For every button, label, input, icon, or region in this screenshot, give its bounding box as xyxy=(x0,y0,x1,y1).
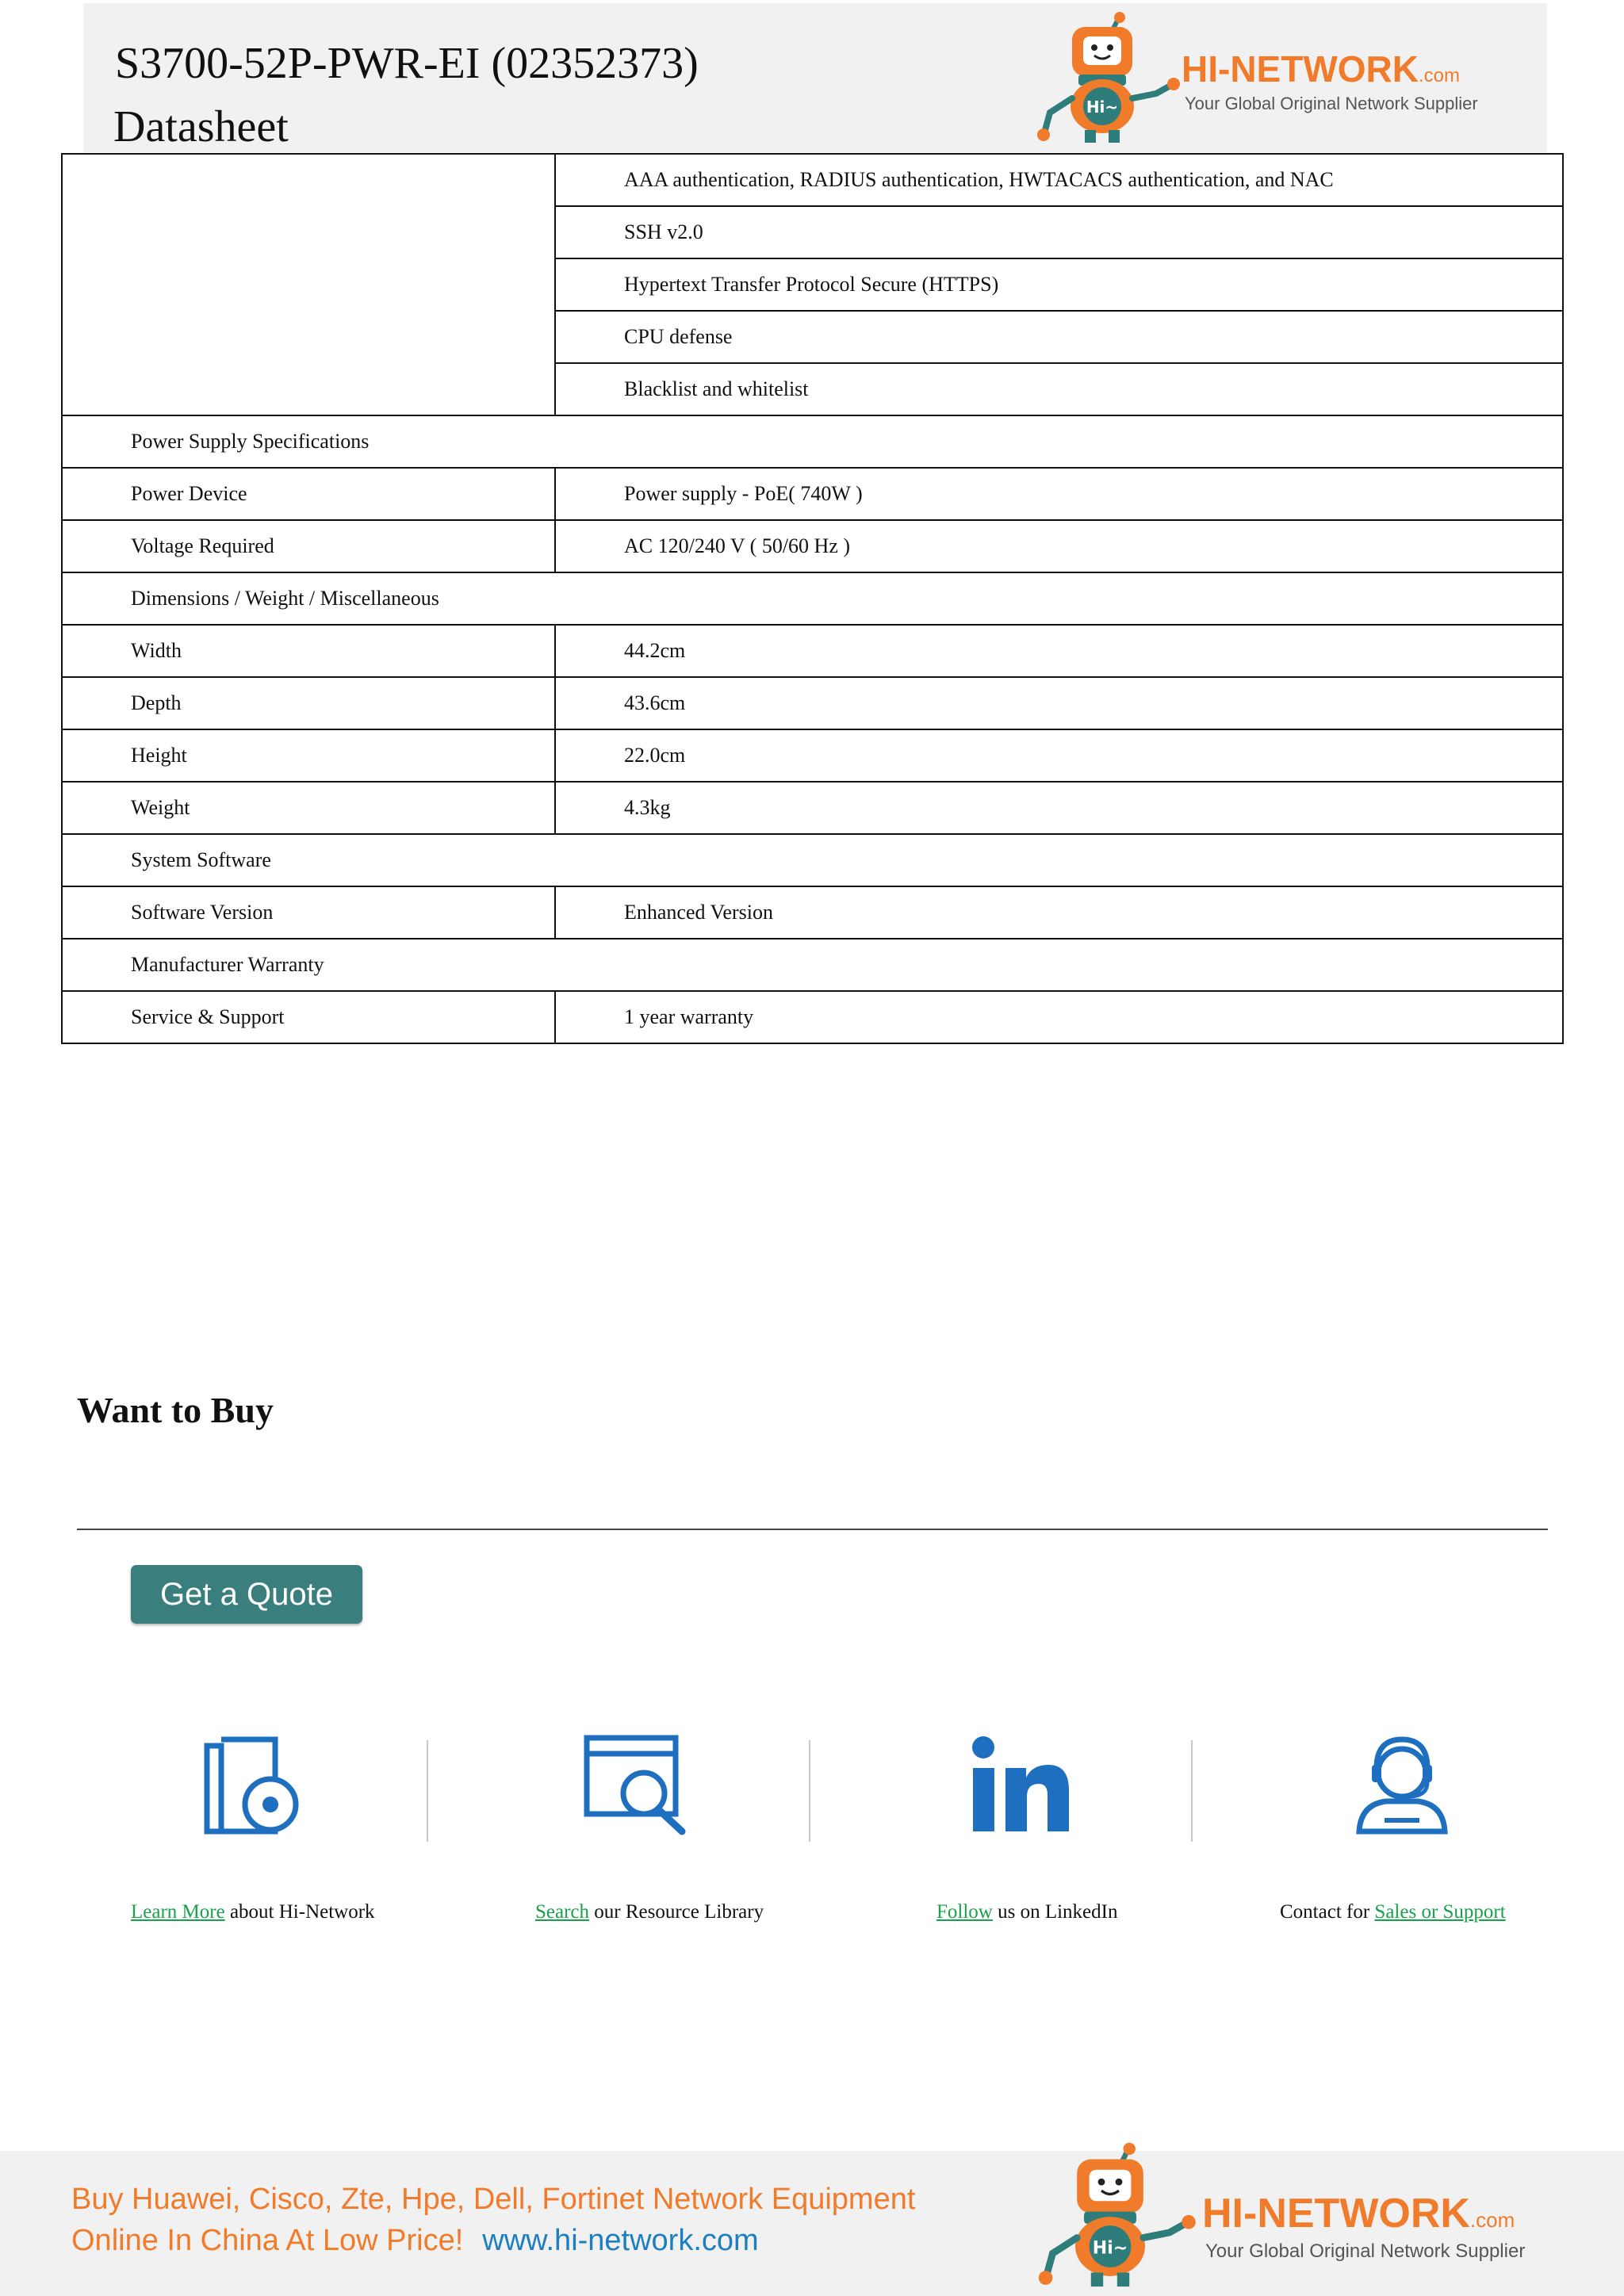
search-text xyxy=(535,1901,764,1923)
logo-tagline: Your Global Original Network Supplier xyxy=(1205,2241,1526,2262)
divider xyxy=(77,1529,1548,1530)
search-suffix: our Resource Library xyxy=(589,1901,764,1923)
column-divider xyxy=(427,1740,428,1842)
table-section-heading: Power Supply Specifications xyxy=(62,415,1563,468)
get-a-quote-button[interactable]: Get a Quote xyxy=(131,1565,362,1624)
sales-support-link[interactable]: Sales or Support xyxy=(1374,1901,1506,1923)
search-document-icon[interactable] xyxy=(582,1733,690,1836)
document-subtitle: Datasheet xyxy=(113,102,289,151)
table-cell-label: Software Version xyxy=(62,886,555,939)
table-section-row xyxy=(62,834,1563,886)
robot-mascot-icon xyxy=(1023,11,1182,146)
table-cell-label: Power Device xyxy=(62,468,555,520)
table-section-row xyxy=(62,939,1563,991)
table-cell-value: 44.2cm xyxy=(555,625,1563,677)
table-cell-label: Service & Support xyxy=(62,991,555,1043)
logo-brand-text: HI-NETWORK xyxy=(1182,48,1419,90)
table-cell-value: Enhanced Version xyxy=(555,886,1563,939)
table-row xyxy=(62,468,1563,520)
robot-mascot-icon xyxy=(1023,2141,1197,2291)
want-to-buy-heading: Want to Buy xyxy=(77,1390,274,1430)
table-cell-value: AC 120/240 V ( 50/60 Hz ) xyxy=(555,520,1563,572)
svg-text:Hi~: Hi~ xyxy=(1086,98,1119,117)
follow-text xyxy=(936,1901,1117,1923)
table-row xyxy=(62,154,1563,206)
table-cell-label: Width xyxy=(62,625,555,677)
book-disc-icon[interactable] xyxy=(202,1733,305,1836)
promo-line-2: Online In China At Low Price! xyxy=(71,2224,464,2257)
document-title: S3700-52P-PWR-EI (02352373) xyxy=(115,39,699,88)
header-logo xyxy=(1023,11,1515,146)
table-section-row xyxy=(62,572,1563,625)
table-cell-label: Weight xyxy=(62,782,555,834)
table-row xyxy=(62,677,1563,729)
table-row xyxy=(62,520,1563,572)
table-cell-label xyxy=(62,154,555,415)
table-section-heading: Dimensions / Weight / Miscellaneous xyxy=(62,572,1563,625)
footer-logo xyxy=(1023,2141,1562,2291)
logo-tagline: Your Global Original Network Supplier xyxy=(1185,94,1478,113)
table-row xyxy=(62,625,1563,677)
learn-more-link[interactable]: Learn More xyxy=(131,1901,225,1923)
column-divider xyxy=(1191,1740,1193,1842)
table-cell-value: AAA authentication, RADIUS authentication, HWTACACS authentication, and NAC xyxy=(555,154,1563,206)
table-cell-value: 4.3kg xyxy=(555,782,1563,834)
table-section-heading: System Software xyxy=(62,834,1563,886)
table-cell-label: Depth xyxy=(62,677,555,729)
table-section-row xyxy=(62,415,1563,468)
follow-link[interactable]: Follow xyxy=(936,1901,993,1923)
search-link[interactable]: Search xyxy=(535,1901,590,1923)
table-cell-value: CPU defense xyxy=(555,311,1563,363)
table-cell-value: Power supply - PoE( 740W ) xyxy=(555,468,1563,520)
logo-brand-text: HI-NETWORK xyxy=(1202,2191,1470,2237)
contact-prefix: Contact for xyxy=(1280,1901,1375,1923)
svg-text:Hi~: Hi~ xyxy=(1092,2238,1128,2259)
contact-text xyxy=(1280,1901,1506,1923)
specifications-table xyxy=(61,153,1564,1044)
website-url-link[interactable]: www.hi-network.com xyxy=(482,2224,759,2257)
column-divider xyxy=(809,1740,810,1842)
table-cell-value: Blacklist and whitelist xyxy=(555,363,1563,415)
table-cell-value: 1 year warranty xyxy=(555,991,1563,1043)
learn-more-suffix: about Hi-Network xyxy=(224,1901,375,1923)
table-row xyxy=(62,991,1563,1043)
table-row xyxy=(62,729,1563,782)
table-row xyxy=(62,782,1563,834)
table-cell-value: 43.6cm xyxy=(555,677,1563,729)
logo-domain-text: .com xyxy=(1418,65,1460,86)
table-cell-label: Voltage Required xyxy=(62,520,555,572)
table-section-heading: Manufacturer Warranty xyxy=(62,939,1563,991)
learn-more-text xyxy=(131,1901,375,1923)
table-cell-value: SSH v2.0 xyxy=(555,206,1563,258)
linkedin-icon[interactable] xyxy=(969,1733,1072,1836)
customer-support-icon[interactable] xyxy=(1353,1733,1451,1836)
logo-domain-text: .com xyxy=(1469,2208,1515,2232)
table-cell-label: Height xyxy=(62,729,555,782)
table-row xyxy=(62,886,1563,939)
promo-line-1: Buy Huawei, Cisco, Zte, Hpe, Dell, Fortinet Network Equipment xyxy=(71,2183,916,2216)
follow-suffix: us on LinkedIn xyxy=(992,1901,1118,1923)
table-cell-value: Hypertext Transfer Protocol Secure (HTTPS) xyxy=(555,258,1563,311)
table-cell-value: 22.0cm xyxy=(555,729,1563,782)
